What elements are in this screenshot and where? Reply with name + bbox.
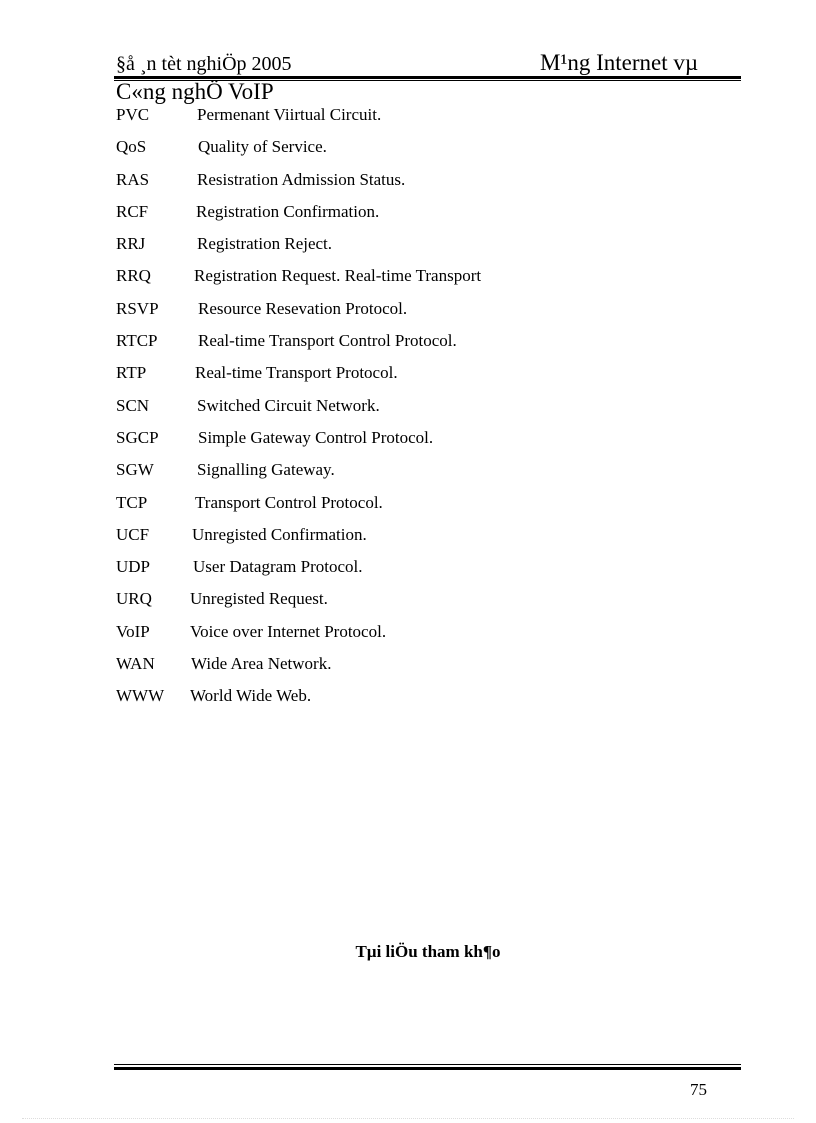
- abbreviation-definition: Simple Gateway Control Protocol.: [198, 427, 434, 447]
- abbreviation-definition: Registration Request. Real-time Transport: [194, 266, 482, 286]
- abbreviation-code: RAS: [116, 169, 150, 189]
- abbreviation-definition: Unregisted Confirmation.: [192, 524, 367, 544]
- abbreviation-code: VoIP: [116, 621, 150, 641]
- abbreviation-code: RSVP: [116, 298, 159, 318]
- footer-rule: [114, 1067, 741, 1070]
- abbreviation-definition: Permenant Viirtual Circuit.: [197, 105, 382, 124]
- abbreviation-definition: Unregisted Request.: [190, 589, 328, 609]
- header-chapter-title: M¹ng Internet vµ: [540, 50, 699, 75]
- abbreviation-code: RRJ: [116, 234, 146, 254]
- abbreviation-code: RCF: [116, 201, 149, 221]
- references-heading: Tµi liÖu tham kh¶o: [355, 942, 501, 961]
- abbreviation-definition: Transport Control Protocol.: [195, 492, 383, 512]
- abbreviation-code: SGW: [116, 460, 154, 480]
- abbreviation-definition: Signalling Gateway.: [197, 460, 335, 480]
- abbreviation-definition: Registration Confirmation.: [196, 201, 380, 221]
- header-thesis-title: §å ¸n tèt nghiÖp 2005: [116, 53, 292, 75]
- abbreviation-code: RTCP: [116, 331, 158, 351]
- abbreviation-code: UCF: [116, 524, 150, 544]
- abbreviation-code: TCP: [116, 492, 148, 512]
- page-edge-divider: [22, 1118, 794, 1119]
- abbreviation-definition: Resource Resevation Protocol.: [198, 298, 408, 318]
- abbreviation-code: RTP: [116, 363, 147, 383]
- abbreviation-code: SGCP: [116, 427, 159, 447]
- abbreviation-code: WAN: [116, 654, 155, 674]
- footer-rule-thin: [114, 1064, 741, 1065]
- abbreviation-code: PVC: [116, 105, 150, 124]
- abbreviation-code: RRQ: [116, 266, 151, 286]
- abbreviation-definition: Real-time Transport Control Protocol.: [198, 331, 457, 351]
- abbreviation-definition: Registration Reject.: [197, 234, 333, 254]
- abbreviation-definition: User Datagram Protocol.: [193, 557, 363, 577]
- abbreviation-code: QoS: [116, 137, 147, 157]
- page-number: 75: [690, 1080, 707, 1099]
- abbreviation-definition: Real-time Transport Protocol.: [195, 363, 398, 383]
- abbreviation-definition: Wide Area Network.: [191, 654, 332, 674]
- abbreviation-definition: Switched Circuit Network.: [197, 395, 380, 415]
- abbreviation-definition: World Wide Web.: [190, 686, 312, 706]
- abbreviation-code: URQ: [116, 589, 152, 609]
- abbreviation-code: SCN: [116, 395, 150, 415]
- abbreviation-code: UDP: [116, 557, 151, 577]
- abbreviation-definition: Voice over Internet Protocol.: [190, 621, 387, 641]
- abbreviation-code: WWW: [116, 686, 165, 706]
- abbreviation-definition: Quality of Service.: [198, 137, 327, 157]
- abbreviation-definition: Resistration Admission Status.: [197, 169, 406, 189]
- header-subtitle: C«ng nghÖ VoIP: [116, 79, 274, 104]
